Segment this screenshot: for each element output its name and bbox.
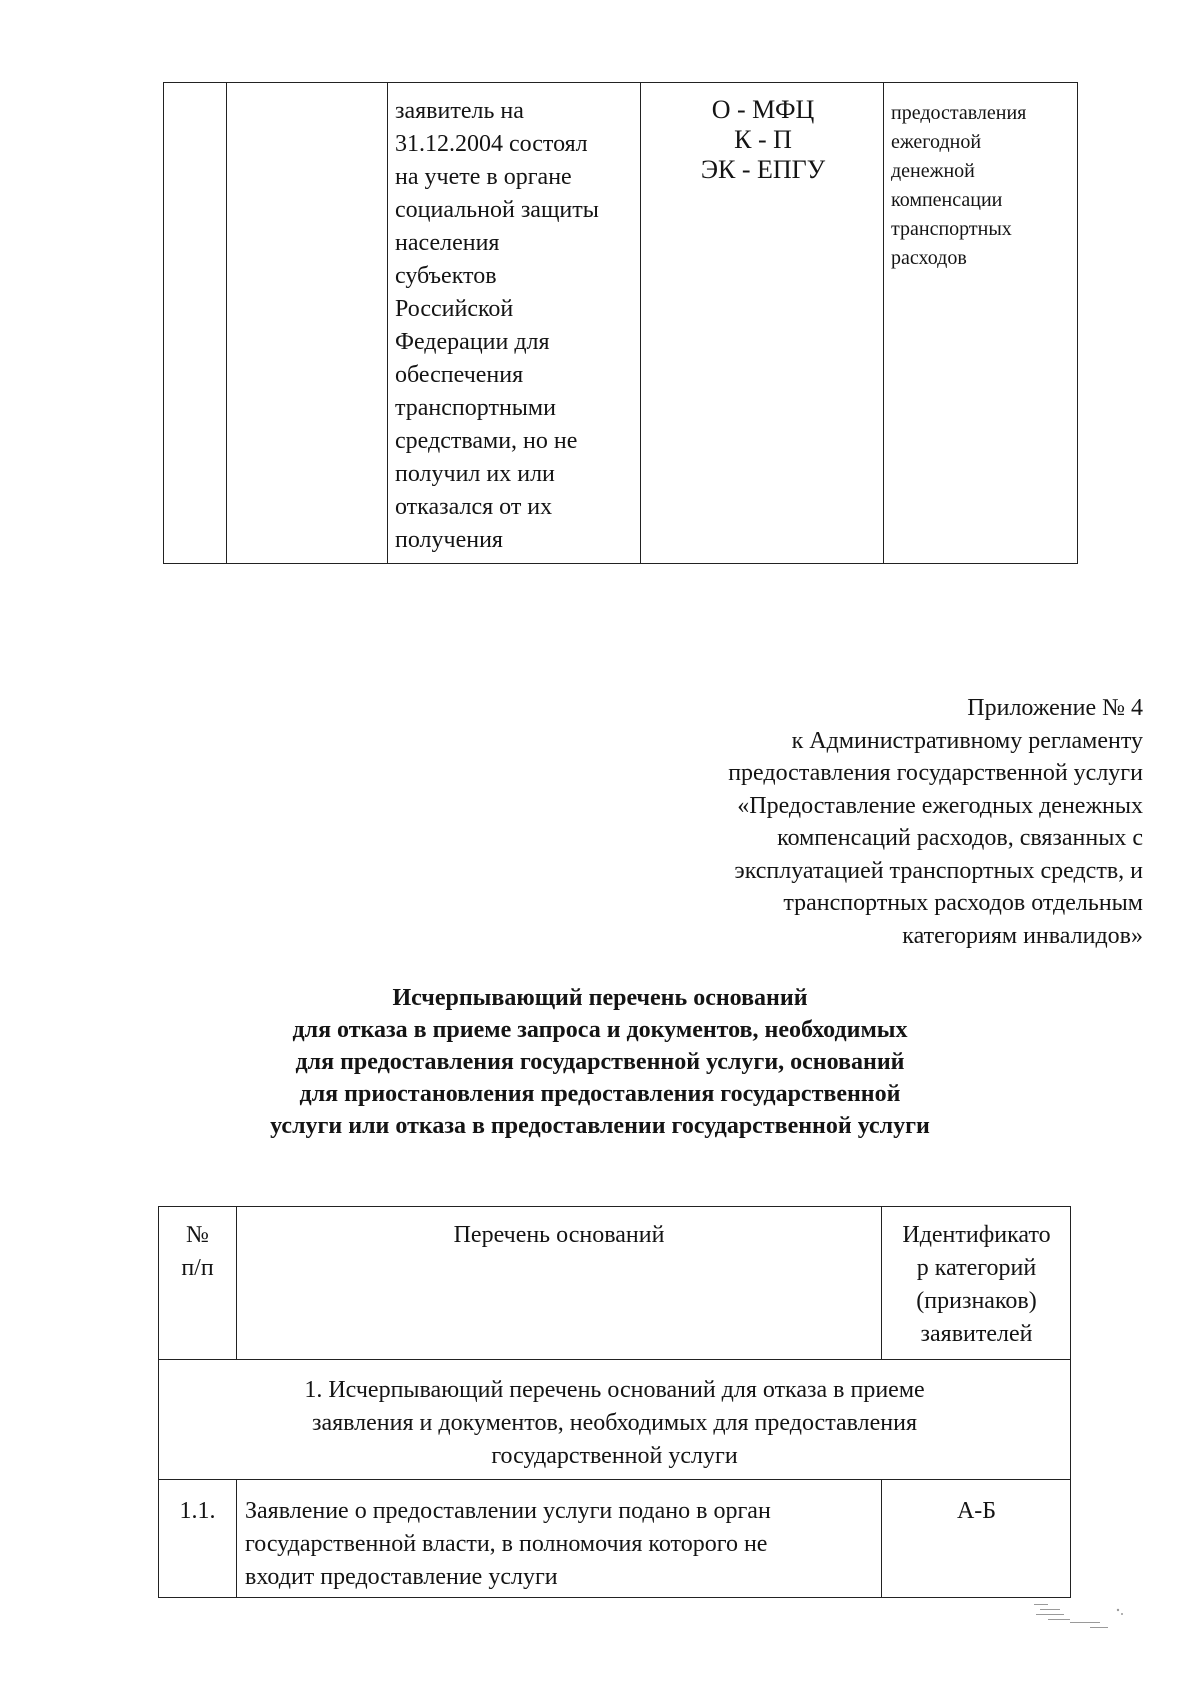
appendix-reference [728,692,1143,952]
header-line: заявителей [920,1321,1033,1347]
appendix-line: предоставления государственной услуги [728,760,1143,786]
cell-line: компенсации [891,189,1003,211]
continuation-table [163,82,1078,564]
cell-line: населения [395,230,500,256]
header-applicant-id [883,1219,1070,1351]
appendix-line: к Административному регламенту [791,727,1143,754]
header-line: р категорий [916,1255,1037,1281]
header-line: (признаков) [916,1288,1037,1314]
cell-line: ежегодной [891,131,982,153]
table-divider [226,83,227,563]
cell-line: заявитель на [395,98,524,124]
appendix-line: «Предоставление ежегодных денежных [737,792,1143,819]
row-line: Заявление о предоставлении услуги подано в орган [245,1498,771,1524]
channel-line: К - П [734,125,792,154]
cell-line: отказался от их [395,494,553,520]
cell-line: расходов [891,247,967,269]
table-divider [881,1479,882,1597]
cell-line: предоставления [891,102,1027,124]
header-line: № [186,1222,209,1248]
table-divider [159,1359,1070,1360]
header-number [159,1219,236,1285]
cell-line: средствами, но не [395,428,578,454]
table-divider [159,1479,1070,1480]
channel-line: ЭК - ЕПГУ [700,155,826,184]
cell-line: Российской [395,296,514,322]
cell-line: получил их или [395,461,555,487]
table-divider [236,1479,237,1597]
cell-line: на учете в органе [395,164,572,190]
document-title [100,982,1100,1142]
row-number [159,1495,236,1528]
appendix-line: эксплуатацией транспортных средств, и [734,857,1143,884]
table-divider [881,1207,882,1359]
row-id-text: А-Б [956,1498,997,1524]
applicant-condition-cell [389,83,641,557]
title-line: услуги или отказа в предоставлении государственной услуги [270,1113,930,1139]
cell-line: 31.12.2004 состоял [395,131,588,157]
section-line: заявления и документов, необходимых для предоставления [311,1410,917,1436]
appendix-line: транспортных расходов отдельным [783,890,1143,916]
grounds-table [158,1206,1071,1598]
cell-line: денежной [891,160,975,182]
section-heading [159,1374,1070,1473]
header-grounds-list [237,1219,881,1252]
title-line: Исчерпывающий перечень оснований [392,985,808,1011]
row-line: государственной власти, в полномочия которого не [245,1531,768,1557]
cell-line: получения [395,527,503,553]
table-divider [387,83,388,563]
appendix-line: Приложение № 4 [967,695,1143,721]
header-line: Перечень оснований [453,1222,665,1248]
cell-line: социальной защиты [395,197,599,223]
cell-line: субъектов [395,263,497,289]
submission-channels-cell [642,83,884,185]
scan-noise [1030,1600,1130,1640]
header-line: п/п [181,1255,214,1281]
section-line: государственной услуги [491,1443,738,1469]
appendix-line: категориям инвалидов» [902,922,1143,949]
cell-line: транспортных [891,218,1012,240]
header-line: Идентификато [902,1222,1051,1248]
cell-line: обеспечения [395,362,524,388]
cell-line: транспортными [395,395,556,421]
result-cell [885,83,1075,273]
channel-line: О - МФЦ [711,95,815,124]
appendix-line: компенсаций расходов, связанных с [777,825,1143,851]
title-line: для отказа в приеме запроса и документов, необходимых [292,1017,908,1043]
row-applicant-id [883,1495,1070,1528]
row-number-text: 1.1. [179,1498,216,1524]
row-text [239,1495,879,1594]
section-line: 1. Исчерпывающий перечень оснований для отказа в приеме [304,1377,925,1403]
title-line: для предоставления государственной услуги, оснований [295,1049,905,1075]
cell-line: Федерации для [395,329,550,355]
row-line: входит предоставление услуги [245,1564,558,1590]
title-line: для приостановления предоставления государственной [299,1081,901,1107]
